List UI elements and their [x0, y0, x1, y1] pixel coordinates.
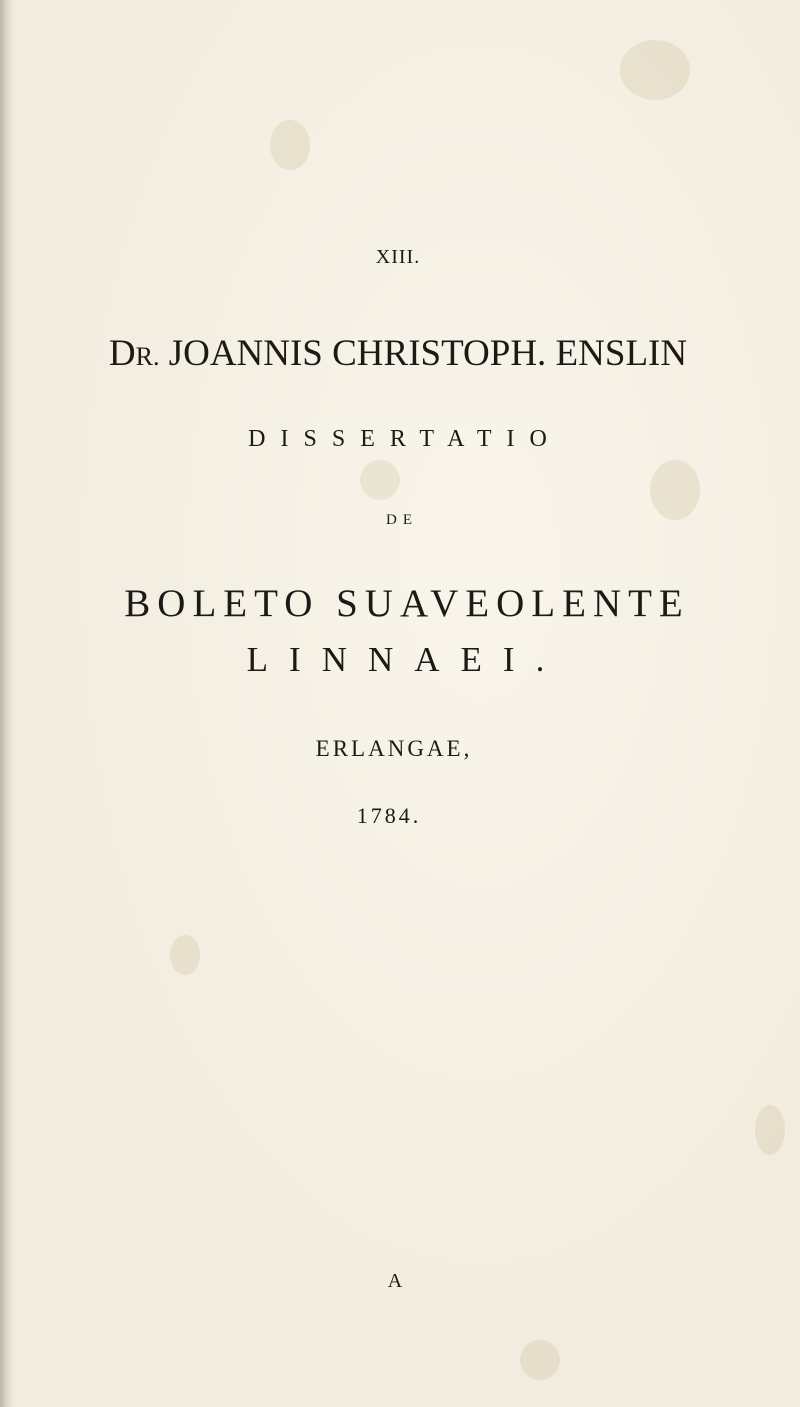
dissertatio-heading: DISSERTATIO — [248, 426, 562, 452]
title-line-2: LINNAEI. — [246, 640, 566, 679]
author-name: JOANNIS CHRISTOPH. ENSLIN — [159, 333, 688, 374]
paper-stain — [755, 1105, 785, 1155]
paper-stain — [650, 460, 700, 520]
paper-stain — [270, 120, 310, 170]
paper-stain — [360, 460, 400, 500]
de-preposition: DE — [386, 512, 418, 528]
paper-stain — [620, 40, 690, 100]
author-prefix-rest: R. — [135, 342, 160, 371]
title-line-1: BOLETO SUAVEOLENTE — [124, 582, 690, 625]
signature-mark: A — [387, 1270, 403, 1292]
imprint-year: 1784. — [356, 803, 422, 828]
volume-numeral: XIII. — [375, 246, 421, 268]
imprint-place: ERLANGAE, — [315, 736, 473, 761]
paper-stain — [170, 935, 200, 975]
author-line — [0, 332, 796, 375]
author-prefix-initial: D — [108, 333, 136, 374]
paper-stain — [520, 1340, 560, 1380]
page-edge-shadow — [0, 0, 14, 1407]
